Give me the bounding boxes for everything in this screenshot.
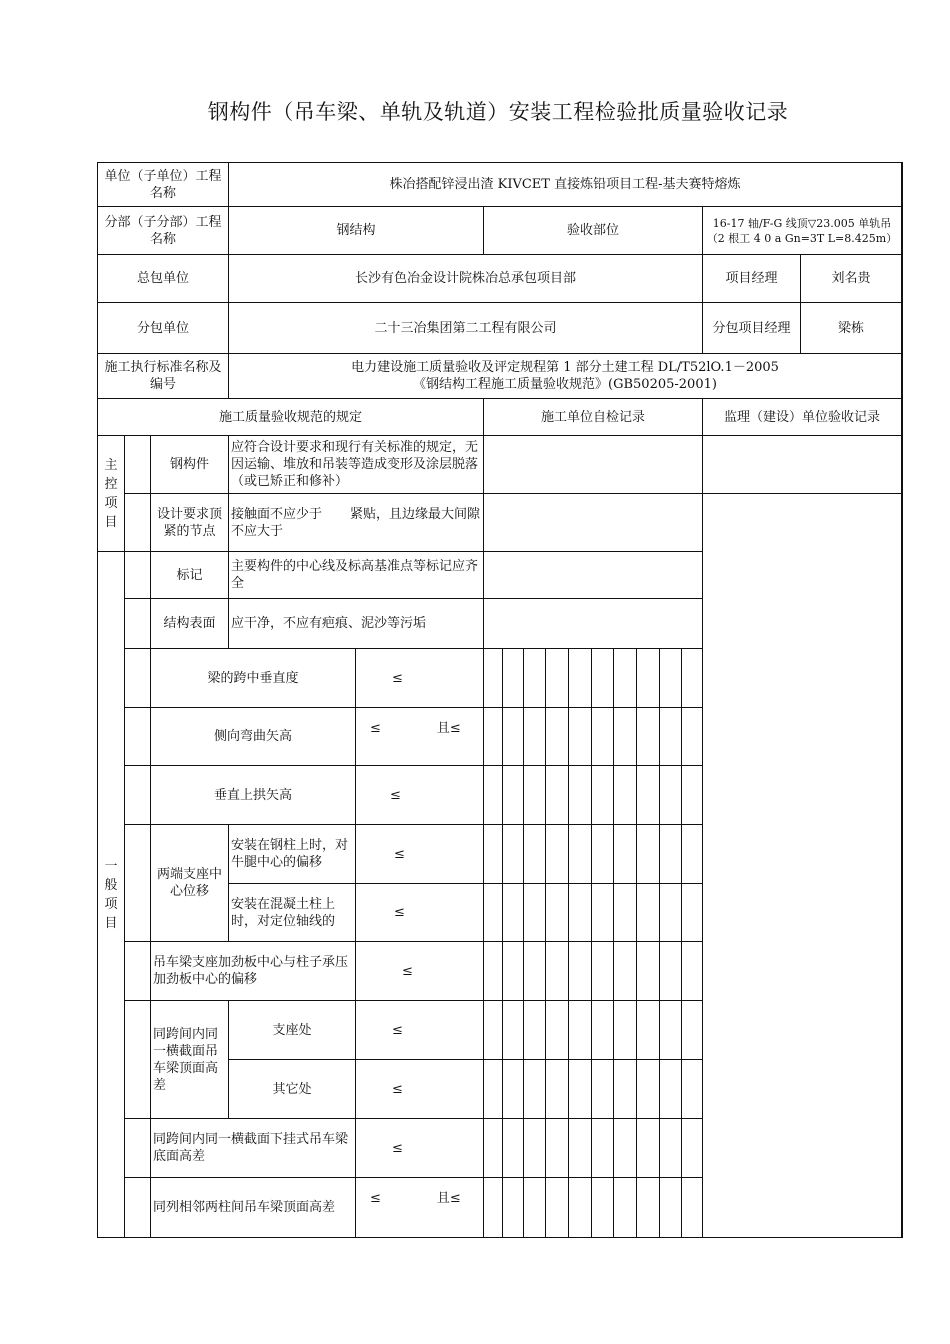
lateral-bending-tolerance-b: 且≤ [436, 721, 461, 736]
spec-column-header: 施工质量验收规范的规定 [97, 399, 483, 436]
general-char-2: 般 [104, 877, 118, 893]
sub-manager-value: 梁栋 [800, 303, 901, 354]
general-index-5 [124, 766, 150, 825]
main-item-steel-member: 钢构件 [150, 436, 228, 494]
general-index-6 [124, 825, 150, 942]
main-control-char-3: 项 [104, 495, 118, 511]
measurement-row-9[interactable] [483, 1119, 702, 1178]
acceptance-part-value [702, 207, 901, 255]
support-offset-concrete-column: 安装在混凝土柱上时，对定位轴线的 [228, 884, 355, 942]
sub-manager-label: 分包项目经理 [702, 303, 800, 354]
measurement-row-4[interactable] [483, 825, 702, 884]
main-item-tight-joint: 设计要求顶紧的节点 [150, 494, 228, 552]
measurement-row-1[interactable] [483, 649, 702, 708]
measurement-row-7[interactable] [483, 1001, 702, 1060]
support-offset-concrete-column-tolerance: ≤ [355, 884, 483, 942]
main-item-steel-member-supervision[interactable] [702, 436, 901, 494]
general-index-1 [124, 552, 150, 599]
main-item-steel-member-requirement: 应符合设计要求和现行有关标准的规定，无因运输、堆放和吊装等造成变形及涂层脱落（或已矫正和修补） [228, 436, 483, 494]
main-item-steel-member-self-check[interactable] [483, 436, 702, 494]
stiffener-offset-tolerance: ≤ [355, 942, 483, 1001]
general-contractor-label: 总包单位 [97, 255, 228, 303]
supervision-column-header: 监理（建设）单位验收记录 [702, 399, 901, 436]
measurement-grid-line [591, 649, 592, 1238]
general-item-surface: 结构表面 [150, 599, 228, 649]
inspection-form [97, 162, 903, 1238]
subcontractor-label: 分包单位 [97, 303, 228, 354]
measurement-grid-line [681, 649, 682, 1238]
general-index-8 [124, 1001, 150, 1119]
vertical-camber-tolerance: ≤ [355, 766, 483, 825]
general-item-marking: 标记 [150, 552, 228, 599]
measurement-row-2[interactable] [483, 708, 702, 766]
lateral-bending-tolerance [355, 708, 483, 766]
main-control-char-1: 主 [104, 457, 118, 473]
general-index-4 [124, 708, 150, 766]
main-control-index-2 [124, 494, 150, 552]
main-control-char-4: 目 [104, 514, 118, 530]
main-control-label [97, 436, 124, 552]
general-item-stiffener-offset: 吊车梁支座加劲板中心与柱子承压加劲板中心的偏移 [150, 942, 355, 1001]
general-index-9 [124, 1119, 150, 1178]
measurement-row-3[interactable] [483, 766, 702, 825]
main-control-char-2: 控 [104, 476, 118, 492]
general-char-3: 项 [104, 896, 118, 912]
general-item-surface-self-check[interactable] [483, 599, 702, 649]
lateral-bending-tolerance-a: ≤ [370, 721, 381, 736]
general-supervision-record[interactable] [702, 552, 901, 1238]
general-contractor-value: 长沙有色冶金设计院株冶总承包项目部 [228, 255, 702, 303]
unit-label: 单位（子单位）工程名称 [97, 163, 228, 207]
tight-joint-requirement-b: 紧贴，且边缘最大间隙不应大于 [231, 506, 481, 539]
measurement-grid-line [568, 649, 569, 1238]
top-elevation-diff-support: 支座处 [228, 1001, 355, 1060]
general-item-mid-span-verticality: 梁的跨中垂直度 [150, 649, 355, 708]
page-title: 钢构件（吊车梁、单轨及轨道）安装工程检验批质量验收记录 [207, 100, 789, 124]
general-item-marking-requirement: 主要构件的中心线及标高基准点等标记应齐全 [228, 552, 483, 599]
adjacent-top-elevation-tolerance-a: ≤ [370, 1191, 381, 1206]
acceptance-part-label: 验收部位 [483, 207, 702, 255]
general-item-top-elevation-diff: 同跨间内同一横截面吊车梁顶面高差 [150, 1001, 228, 1119]
main-control-index-1 [124, 436, 150, 494]
main-item-tight-joint-supervision[interactable] [702, 494, 901, 552]
general-item-support-offset: 两端支座中心位移 [150, 825, 228, 942]
general-index-3 [124, 649, 150, 708]
support-offset-steel-column-tolerance: ≤ [355, 825, 483, 884]
measurement-grid-line [502, 649, 503, 1238]
general-index-2 [124, 599, 150, 649]
project-manager-label: 项目经理 [702, 255, 800, 303]
standard-line1: 电力建设施工质量验收及评定规程第 1 部分土建工程 DL/T52lO.1－2005 [351, 360, 779, 375]
measurement-grid-line [545, 649, 546, 1238]
general-char-1: 一 [104, 858, 118, 874]
acceptance-part-line1: 16-17 轴/F-G 线顶▽23.005 单轨吊 [712, 216, 892, 230]
top-elevation-diff-other-tolerance: ≤ [355, 1060, 483, 1119]
support-offset-steel-column: 安装在钢柱上时，对牛腿中心的偏移 [228, 825, 355, 884]
top-elevation-diff-support-tolerance: ≤ [355, 1001, 483, 1060]
general-item-lateral-bending: 侧向弯曲矢高 [150, 708, 355, 766]
measurement-grid-line [636, 649, 637, 1238]
measurement-row-8[interactable] [483, 1060, 702, 1119]
main-item-tight-joint-self-check[interactable] [483, 494, 702, 552]
adjacent-top-elevation-tolerance-b: 且≤ [436, 1191, 461, 1206]
unit-value: 株冶搭配锌浸出渣 KIVCET 直接炼铅项目工程-基夫赛特熔炼 [228, 163, 901, 207]
general-index-7 [124, 942, 150, 1001]
top-elevation-diff-other: 其它处 [228, 1060, 355, 1119]
division-value: 钢结构 [228, 207, 483, 255]
general-item-marking-self-check[interactable] [483, 552, 702, 599]
mid-span-verticality-tolerance: ≤ [355, 649, 483, 708]
general-item-surface-requirement: 应干净，不应有疤痕、泥沙等污垢 [228, 599, 483, 649]
general-item-bottom-elevation-diff: 同跨间内同一横截面下挂式吊车梁底面高差 [150, 1119, 355, 1178]
general-index-10 [124, 1178, 150, 1238]
tight-joint-requirement-a: 接触面不应少于 [231, 506, 323, 522]
measurement-grid-line [613, 649, 614, 1238]
project-manager-value: 刘名贵 [800, 255, 901, 303]
measurement-grid-line [659, 649, 660, 1238]
general-items-label [97, 552, 124, 1238]
self-check-column-header: 施工单位自检记录 [483, 399, 702, 436]
standard-value [228, 354, 901, 399]
measurement-grid-line [523, 649, 524, 1238]
division-label: 分部（子分部）工程名称 [97, 207, 228, 255]
measurement-row-5[interactable] [483, 884, 702, 942]
general-char-4: 目 [104, 915, 118, 931]
main-item-tight-joint-requirement [228, 494, 483, 552]
measurement-row-10[interactable] [483, 1178, 702, 1238]
subcontractor-value: 二十三冶集团第二工程有限公司 [228, 303, 702, 354]
acceptance-part-line2: （2 根工 4 0 a Gn=3T L=8.425m） [706, 231, 898, 245]
standard-label: 施工执行标准名称及编号 [97, 354, 228, 399]
general-item-vertical-camber: 垂直上拱矢高 [150, 766, 355, 825]
bottom-elevation-diff-tolerance: ≤ [355, 1119, 483, 1178]
adjacent-top-elevation-tolerance [355, 1178, 483, 1238]
general-item-adjacent-top-elevation-diff: 同列相邻两柱间吊车梁顶面高差 [150, 1178, 355, 1238]
standard-line2: 《钢结构工程施工质量验收规范》(GB50205-2001) [413, 377, 717, 392]
measurement-row-6[interactable] [483, 942, 702, 1001]
